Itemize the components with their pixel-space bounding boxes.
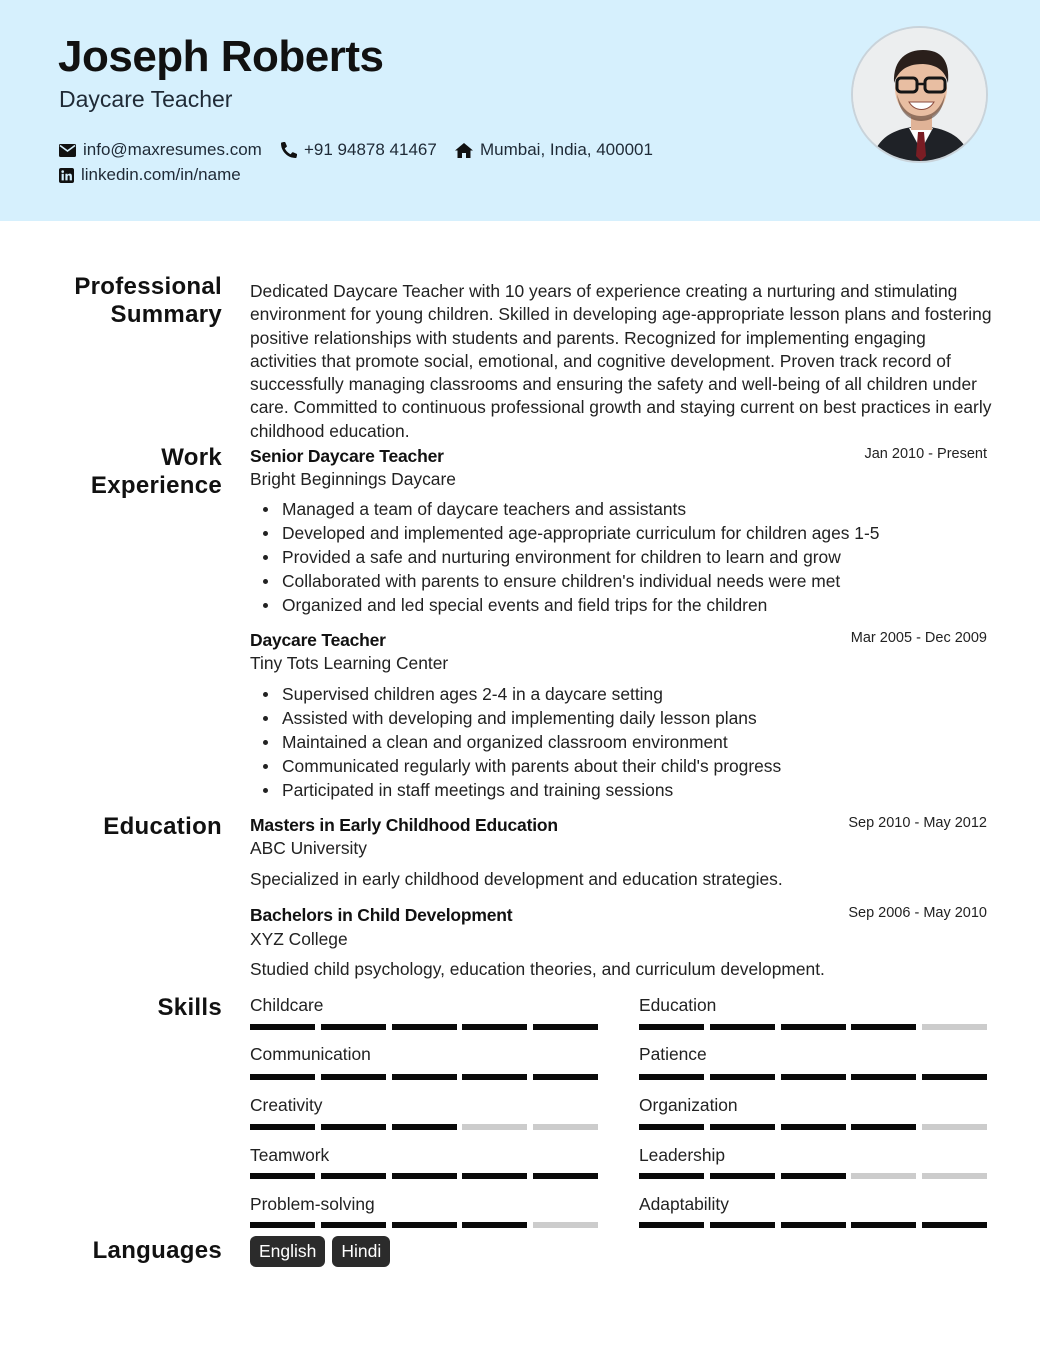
skill-segment-filled	[462, 1074, 527, 1080]
school-1: ABC University	[250, 838, 367, 858]
skill-label: Problem-solving	[250, 1194, 375, 1214]
skill-segment-filled	[922, 1222, 987, 1228]
job-title-1: Senior Daycare Teacher	[250, 446, 444, 466]
skill-segment-empty	[533, 1124, 598, 1130]
school-2: XYZ College	[250, 929, 348, 949]
skill-rating-bar	[639, 1074, 987, 1080]
skill-segment-filled	[710, 1173, 775, 1179]
skill-segment-filled	[639, 1024, 704, 1030]
skill-segment-empty	[922, 1024, 987, 1030]
skill-segment-filled	[392, 1024, 457, 1030]
job-company-2: Tiny Tots Learning Center	[250, 653, 449, 673]
skill-label: Leadership	[639, 1145, 726, 1165]
skill-segment-empty	[851, 1173, 916, 1179]
skill-segment-filled	[321, 1024, 386, 1030]
candidate-name: Joseph Roberts	[58, 32, 384, 81]
skill-segment-filled	[710, 1074, 775, 1080]
job-bullets-2	[282, 682, 781, 802]
list-item: Developed and implemented age-appropriate curriculum for children ages 1-5	[282, 523, 880, 543]
job-dates-1: Jan 2010 - Present	[864, 446, 987, 462]
work-section-title	[91, 444, 222, 500]
summary-title-line1: Professional	[74, 273, 222, 300]
phone-icon	[281, 142, 297, 158]
skill-segment-filled	[781, 1074, 846, 1080]
skill-segment-filled	[533, 1074, 598, 1080]
languages-list	[250, 1236, 390, 1267]
skill-segment-filled	[533, 1173, 598, 1179]
envelope-icon	[59, 144, 76, 157]
skill-segment-filled	[392, 1124, 457, 1130]
location-contact	[455, 140, 653, 160]
skill-segment-filled	[250, 1024, 315, 1030]
skill-segment-filled	[922, 1074, 987, 1080]
skill-segment-filled	[851, 1024, 916, 1030]
job-dates-2: Mar 2005 - Dec 2009	[850, 630, 987, 646]
job-company-1: Bright Beginnings Daycare	[250, 469, 456, 489]
linkedin-contact[interactable]	[59, 165, 241, 185]
list-item: Provided a safe and nurturing environment for children to learn and grow	[282, 545, 879, 569]
skill-segment-filled	[392, 1222, 457, 1228]
summary-section-title	[74, 273, 222, 329]
candidate-title: Daycare Teacher	[59, 86, 233, 112]
language-badge-english: English	[250, 1236, 325, 1267]
skill-segment-empty	[922, 1124, 987, 1130]
summary-title-line2: Summary	[110, 301, 222, 328]
job-bullets-1	[282, 497, 879, 617]
skill-rating-bar	[250, 1024, 598, 1030]
skills-section-title: Skills	[157, 994, 222, 1021]
skill-rating-bar	[250, 1124, 598, 1130]
home-icon	[455, 143, 473, 158]
skill-segment-filled	[250, 1222, 315, 1228]
skill-segment-filled	[462, 1173, 527, 1179]
language-badge-hindi: Hindi	[332, 1236, 390, 1267]
skill-rating-bar	[639, 1173, 987, 1179]
skill-segment-filled	[639, 1173, 704, 1179]
skill-segment-filled	[321, 1173, 386, 1179]
skill-segment-filled	[781, 1173, 846, 1179]
education-section-title: Education	[103, 813, 222, 840]
skill-segment-filled	[392, 1074, 457, 1080]
linkedin-text: linkedin.com/in/name	[81, 165, 241, 184]
list-item: Managed a team of daycare teachers and assistants	[282, 497, 879, 521]
skill-segment-filled	[321, 1074, 386, 1080]
location-text: Mumbai, India, 400001	[480, 140, 653, 159]
skill-label: Communication	[250, 1044, 371, 1064]
skill-label: Teamwork	[250, 1145, 330, 1165]
skill-label: Organization	[639, 1095, 738, 1115]
skill-label: Adaptability	[639, 1194, 729, 1214]
skill-segment-filled	[781, 1024, 846, 1030]
list-item: Supervised children ages 2-4 in a daycare setting	[282, 682, 781, 706]
skill-segment-filled	[781, 1222, 846, 1228]
resume-header	[0, 0, 1040, 221]
degree-1: Masters in Early Childhood Education	[250, 815, 558, 835]
skill-rating-bar	[250, 1173, 598, 1179]
phone-contact[interactable]	[281, 140, 437, 160]
education-description-2: Studied child psychology, education theories, and curriculum development.	[250, 959, 825, 979]
skill-segment-filled	[710, 1124, 775, 1130]
skill-label: Patience	[639, 1044, 707, 1064]
skill-rating-bar	[639, 1222, 987, 1228]
languages-section-title: Languages	[92, 1237, 222, 1264]
skill-rating-bar	[639, 1124, 987, 1130]
skill-segment-filled	[639, 1222, 704, 1228]
skill-segment-filled	[533, 1024, 598, 1030]
skill-label: Childcare	[250, 995, 324, 1015]
skill-segment-filled	[250, 1124, 315, 1130]
list-item: Assisted with developing and implementing daily lesson plans	[282, 706, 781, 730]
skill-segment-filled	[710, 1024, 775, 1030]
skill-segment-empty	[533, 1222, 598, 1228]
skill-segment-filled	[250, 1173, 315, 1179]
skill-segment-filled	[321, 1124, 386, 1130]
skill-segment-filled	[851, 1222, 916, 1228]
skill-segment-filled	[462, 1222, 527, 1228]
education-dates-2: Sep 2006 - May 2010	[848, 905, 987, 921]
summary-text: Dedicated Daycare Teacher with 10 years of experience creating a nurturing and stimulating environment for young children. Skilled in developing age-appropriate lesson plans and fostering positive relationships with students and parents. Recognized for implementing engaging activities that promote social, emotional, and cognitive development. Proven track record of successfully managing classrooms and ensuring the safety and well-being of all children under care. Committed to continuous professional growth and staying current on best practices in early childhood education.	[250, 281, 992, 441]
skill-label: Creativity	[250, 1095, 323, 1115]
email-contact[interactable]	[59, 140, 262, 160]
linkedin-icon	[59, 168, 74, 183]
list-item: Communicated regularly with parents about their child's progress	[282, 756, 782, 776]
skill-rating-bar	[639, 1024, 987, 1030]
skill-segment-empty	[462, 1124, 527, 1130]
skill-segment-filled	[851, 1074, 916, 1080]
phone-text: +91 94878 41467	[304, 140, 437, 159]
skill-segment-filled	[851, 1124, 916, 1130]
degree-2: Bachelors in Child Development	[250, 905, 513, 925]
email-text: info@maxresumes.com	[83, 140, 262, 159]
skill-segment-filled	[250, 1074, 315, 1080]
education-description-1: Specialized in early childhood development and education strategies.	[250, 869, 783, 889]
skill-rating-bar	[250, 1222, 598, 1228]
list-item: Maintained a clean and organized classroom environment	[282, 730, 781, 754]
job-title-2: Daycare Teacher	[250, 630, 386, 650]
profile-photo	[851, 26, 988, 163]
skill-segment-filled	[710, 1222, 775, 1228]
skill-segment-filled	[462, 1024, 527, 1030]
skill-segment-filled	[639, 1124, 704, 1130]
skill-segment-filled	[392, 1173, 457, 1179]
education-dates-1: Sep 2010 - May 2012	[848, 815, 987, 831]
skill-segment-filled	[781, 1124, 846, 1130]
list-item: Collaborated with parents to ensure children's individual needs were met	[282, 569, 879, 593]
list-item: Participated in staff meetings and training sessions	[282, 778, 781, 802]
list-item: Organized and led special events and field trips for the children	[282, 593, 879, 617]
skill-label: Education	[639, 995, 717, 1015]
skill-segment-empty	[922, 1173, 987, 1179]
skill-segment-filled	[639, 1074, 704, 1080]
work-title-line1: Work	[161, 444, 222, 471]
work-title-line2: Experience	[90, 472, 222, 499]
skill-rating-bar	[250, 1074, 598, 1080]
skill-segment-filled	[321, 1222, 386, 1228]
